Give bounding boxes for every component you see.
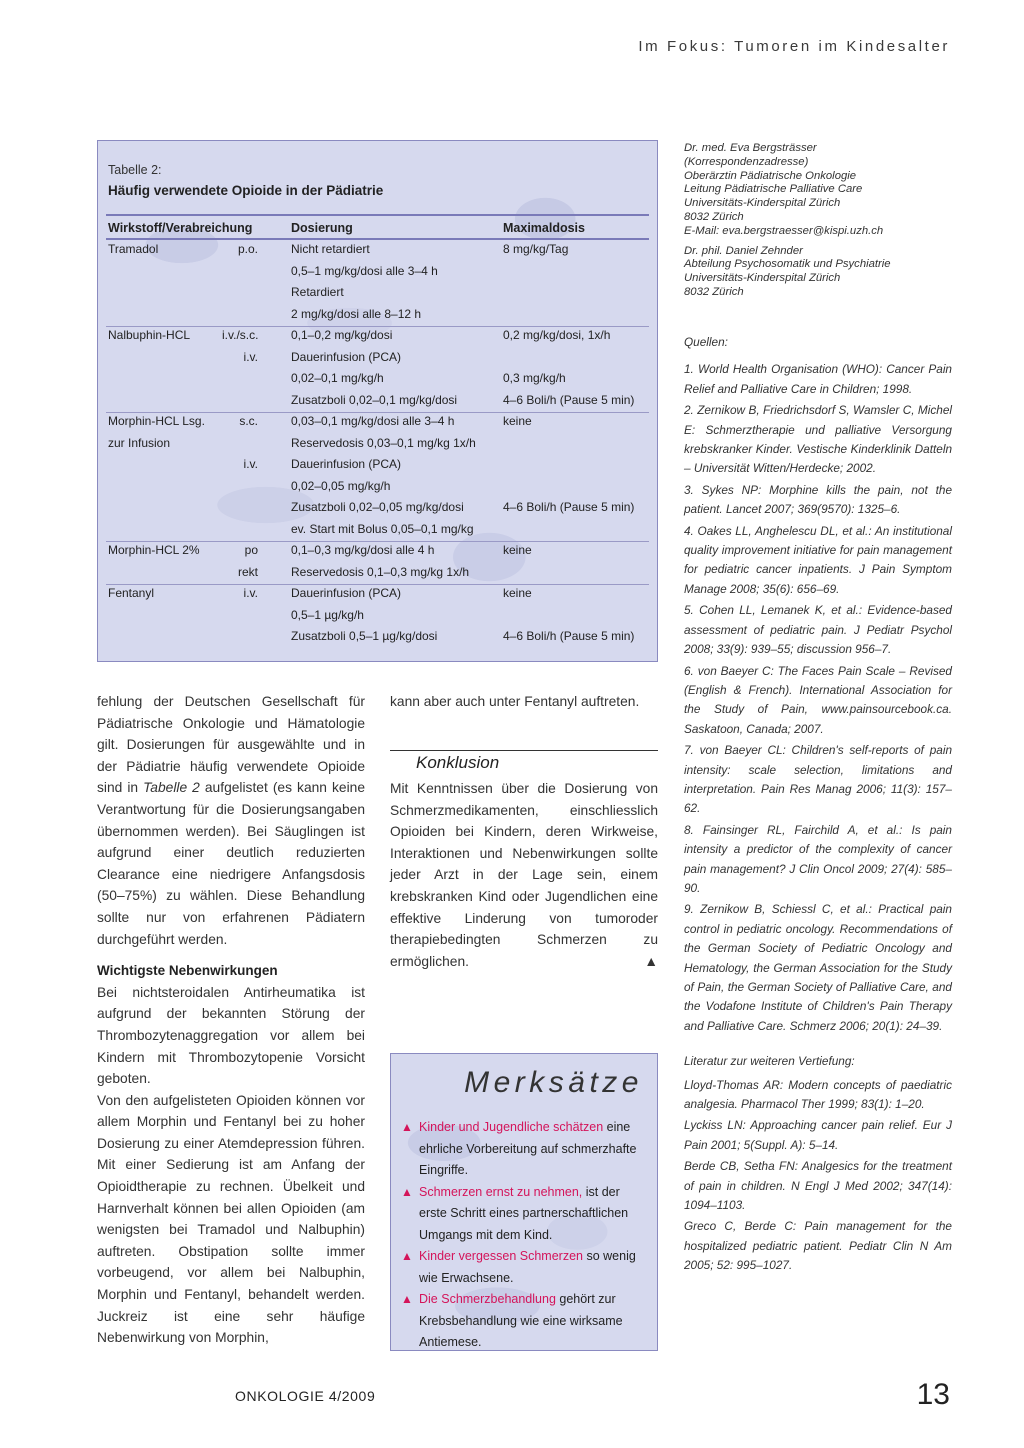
table-cell: Tramadol <box>108 242 159 256</box>
konklusion-heading: Konklusion <box>416 753 500 772</box>
table-caption: Tabelle 2: <box>108 163 162 177</box>
merksaetze-list <box>401 1117 649 1354</box>
table-cell: 0,3 mg/kg/h <box>503 371 566 385</box>
further-reading-item: Berde CB, Setha FN: Analgesics for the treatment of pain in children. N Engl J Med 2002; 347(14): 1094–1103. <box>684 1159 952 1213</box>
table-cell: Zusatzboli 0,5–1 µg/kg/dosi <box>291 629 438 643</box>
table-cell: rekt <box>237 564 258 579</box>
table-cell: zur Infusion <box>108 435 171 450</box>
body-paragraph: Von den aufgelisteten Opioiden können vor allem Morphin und Fentanyl bei zu hoher Dosierung zu einer Atemdepression führen. Mit einer Sedierung ist am Anfang der Opioidtherapie zu rechnen. Übelkeit und Harnverhalt können bei allen Opioiden (am wenigsten bei Tramadol und Nalbuphin) auftreten. Obstipation sollte immer vorbeugend, vor allem bei Nalbuphin, Morphin und Fentanyl, behandelt werden. Juckreiz ist eine sehr häufige Nebenwirkung von Morphin, <box>97 1092 365 1346</box>
further-reading-heading: Literatur zur weiteren Vertiefung: <box>684 1054 855 1069</box>
reference-item: 6. von Baeyer C: The Faces Pain Scale – Revised (English & French). International Association for the Study of Pain, www.painsourcebook.ca. Saskatoon, Canada; 2007. <box>684 663 952 736</box>
table-cell: Fentanyl <box>108 586 155 600</box>
reference-item: 2. Zernikow B, Friedrichsdorf S, Wamsler C, Michel E: Schmerztherapie und palliative Versorgung krebskranker Kinder. Vestische Kinderklinik Datteln – Universität Witten/Herdecke; 2002. <box>684 403 952 476</box>
author-line: Oberärztin Pädiatrische Onkologie <box>684 169 857 182</box>
references-heading: Quellen: <box>684 335 728 349</box>
triangle-bullet-icon: ▲ <box>401 1292 413 1306</box>
table-title: Häufig verwendete Opioide in der Pädiatrie <box>108 183 384 198</box>
table-cell: ev. Start mit Bolus 0,05–0,1 mg/kg <box>291 521 474 536</box>
table-row-rule <box>106 412 649 413</box>
table-cell: 0,1–0,2 mg/kg/dosi <box>291 328 393 342</box>
table-cell: 0,02–0,1 mg/kg/h <box>291 371 384 385</box>
table-row-rule <box>106 326 649 327</box>
table-cell: i.v./s.c. <box>222 328 259 342</box>
table-cell: Zusatzboli 0,02–0,05 mg/kg/dosi <box>291 500 464 514</box>
table-cell: Reservedosis 0,03–0,1 mg/kg 1x/h <box>291 435 476 450</box>
table-cell: keine <box>503 586 532 600</box>
table-cell: Zusatzboli 0,02–0,1 mg/kg/dosi <box>291 392 458 407</box>
reference-item: 9. Zernikow B, Schiessl C, et al.: Practical pain control in pediatric oncology. Recommendations of the German Society of Pediatric Oncology and Hematology, the German Association for the Study of Pain, the German Society of Palliative Care, and the Vodafone Institute of Children's Pain Therapy and Palliative Care. Schmerz 2006; 20(1): 24–39. <box>684 902 952 1033</box>
body-paragraph: fehlung der Deutschen Gesellschaft für Pädiatrische Onkologie und Hämatologie gilt. Dosierungen für ausgewählte und in der Pädiatrie häufig verwendete Opioide sind in Tabelle 2 aufgelistet (es kann keine Verantwortung für die Dosierungsangaben übernommen werden). Bei Säuglingen ist aufgrund einer deutlich reduzierten Clearance eine niedrigere Anfangsdosis (50–75%) zu wählen. Diese Behandlung sollte nur von erfahrenen Pädiatern durchgeführt werden. <box>97 694 365 947</box>
author-line: (Korrespondenzadresse) <box>684 155 809 168</box>
table-header-wirkstoff: Wirkstoff/Verabreichung <box>108 221 253 235</box>
triangle-bullet-icon: ▲ <box>401 1184 413 1199</box>
further-reading-item: Greco C, Berde C: Pain management for the hospitalized pediatric patient. Pediatr Clin N Am 2005; 52: 995–1027. <box>684 1219 952 1273</box>
table-cell: 2 mg/kg/dosi alle 8–12 h <box>291 306 422 321</box>
opioid-dosage-table <box>97 140 658 662</box>
table-cell: Dauerinfusion (PCA) <box>291 586 402 600</box>
body-paragraph: kann aber auch unter Fentanyl auftreten. <box>390 694 640 709</box>
references <box>684 333 952 1278</box>
table-cell: keine <box>503 543 532 557</box>
reference-item: 4. Oakes LL, Anghelescu DL, et al.: An institutional quality improvement initiative for pain management for pediatric cancer inpatients. J Pain Symptom Manage 2008; 35(6): 656–69. <box>684 523 952 596</box>
table-cell: Morphin-HCL 2% <box>108 543 200 557</box>
table-header-maximaldosis: Maximaldosis <box>503 221 585 235</box>
table-header-rule <box>106 238 649 240</box>
table-header-dosierung: Dosierung <box>291 221 353 235</box>
author-line: Dr. phil. Daniel Zehnder <box>684 244 803 257</box>
reference-item: 3. Sykes NP: Morphine kills the pain, not the patient. Lancet 2007; 369(9570): 1325–6. <box>684 482 952 517</box>
author-line: 8032 Zürich <box>684 210 744 223</box>
table-cell: 0,5–1 µg/kg/h <box>291 607 364 622</box>
table-cell: Morphin-HCL Lsg. <box>108 414 205 428</box>
body-paragraph: Bei nichtsteroidalen Antirheumatika ist aufgrund der bekannten Störung der Thrombozytenaggregation vor allem bei Kindern mit Thrombozytopenie Vorsicht geboten. <box>97 984 365 1087</box>
table-cell: 4–6 Boli/h (Pause 5 min) <box>503 500 635 514</box>
table-cell: i.v. <box>243 349 258 364</box>
table-cell: keine <box>503 414 532 428</box>
table-cell: po <box>244 543 258 557</box>
body-column-2 <box>390 691 658 713</box>
reference-item: 1. World Health Organisation (WHO): Cancer Pain Relief and Palliative Care in Children; 1998. <box>684 362 952 396</box>
table-cell: 0,1–0,3 mg/kg/dosi alle 4 h <box>291 543 435 557</box>
journal-footer: ONKOLOGIE 4/2009 <box>235 1388 376 1404</box>
triangle-bullet-icon: ▲ <box>401 1120 413 1134</box>
author-line: Abteilung Psychosomatik und Psychiatrie <box>684 258 891 271</box>
merksatz-item: ▲ Kinder und Jugendliche schätzen eine ehrliche Vorbereitung auf schmerzhafte Eingriffe. <box>401 1117 649 1182</box>
table-cell: Dauerinfusion (PCA) <box>291 349 402 364</box>
table-cell: 0,02–0,05 mg/kg/h <box>291 478 391 493</box>
subheading-nebenwirkungen: Wichtigste Nebenwirkungen <box>97 963 278 979</box>
table-row-rule <box>106 584 649 585</box>
table-cell: i.v. <box>243 457 258 471</box>
author-line: E-Mail: eva.bergstraesser@kispi.uzh.ch <box>684 224 884 237</box>
table-cell: 4–6 Boli/h (Pause 5 min) <box>503 392 635 407</box>
merksaetze-box <box>390 1053 658 1351</box>
body-column-1 <box>97 691 365 1349</box>
reference-item: 7. von Baeyer CL: Children's self-reports of pain intensity: scale selection, limitations and interpretation. Pain Res Manag 2006; 11(3): 157–62. <box>684 743 952 816</box>
konklusion-rule <box>390 750 658 751</box>
table-cell: 0,03–0,1 mg/kg/dosi alle 3–4 h <box>291 414 455 428</box>
table-cell: s.c. <box>239 414 258 428</box>
author-line: Leitung Pädiatrische Palliative Care <box>684 183 863 196</box>
table-top-rule <box>106 214 649 216</box>
merksatz-item: ▲ Die Schmerzbehandlung gehört zur Krebsbehandlung wie eine wirksame Antiemese. <box>401 1289 649 1354</box>
end-triangle-icon: ▲ <box>644 953 658 969</box>
table-cell: 4–6 Boli/h (Pause 5 min) <box>503 629 635 643</box>
reference-item: 5. Cohen LL, Lemanek K, et al.: Evidence-based assessment of pediatric pain. J Pediatr Psychol 2008; 33(9): 939–55; discussion 956–7. <box>684 603 952 657</box>
table-cell: 0,5–1 mg/kg/dosi alle 3–4 h <box>291 263 438 278</box>
table-row-rule <box>106 541 649 542</box>
table-cell: 0,2 mg/kg/dosi, 1x/h <box>503 328 611 342</box>
reference-item: 8. Fainsinger RL, Fairchild A, et al.: Is pain intensity a predictor of the complexity of cancer pain management? J Clin Oncol 2009; 27(4): 585–90. <box>684 822 952 895</box>
further-reading-item: Lloyd-Thomas AR: Modern concepts of paediatric analgesia. Pharmacol Ther 1999; 83(1): 1–20. <box>684 1077 952 1112</box>
konklusion-text: Mit Kenntnissen über die Dosierung von Schmerzmedikamenten, einschliesslich Opioiden bei Kindern, deren Wirkweise, Interaktionen und Nebenwirkungen sollte jeder Arzt in der Lage sein, einem krebskranken Kind oder Jugendlichen eine effektive Linderung von tumoroder therapiebedingten Schmerzen zu ermöglichen. ▲ <box>390 778 658 972</box>
merksatz-item: ▲ Schmerzen ernst zu nehmen, ist der erste Schritt eines partnerschaftlichen Umgangs mit dem Kind. <box>401 1182 649 1247</box>
table-cell: Nalbuphin-HCL <box>108 328 191 342</box>
table-cell: p.o. <box>237 242 258 256</box>
author-line: 8032 Zürich <box>684 285 744 298</box>
table-cell: Dauerinfusion (PCA) <box>291 457 402 471</box>
merksaetze-title: Merksätze <box>464 1066 643 1099</box>
table-cell: Reservedosis 0,1–0,3 mg/kg 1x/h <box>291 564 470 579</box>
table-cell: Retardiert <box>291 285 344 299</box>
merksatz-item: ▲ Kinder vergessen Schmerzen so wenig wie Erwachsene. <box>401 1246 649 1289</box>
triangle-bullet-icon: ▲ <box>401 1249 413 1263</box>
author-line: Dr. med. Eva Bergsträsser <box>684 142 817 154</box>
running-header: Im Fokus: Tumoren im Kindesalter <box>638 38 950 55</box>
table-cell: i.v. <box>243 586 258 600</box>
page-number: 13 <box>916 1378 950 1411</box>
further-reading-item: Lyckiss LN: Approaching cancer pain relief. Eur J Pain 2001; 5(Suppl. A): 5–14. <box>684 1118 952 1152</box>
table-cell: Nicht retardiert <box>291 242 370 256</box>
author-line: Universitäts-Kinderspital Zürich <box>684 272 841 285</box>
author-line: Universitäts-Kinderspital Zürich <box>684 197 841 210</box>
table-cell: 8 mg/kg/Tag <box>503 242 569 256</box>
author-info <box>684 142 952 300</box>
